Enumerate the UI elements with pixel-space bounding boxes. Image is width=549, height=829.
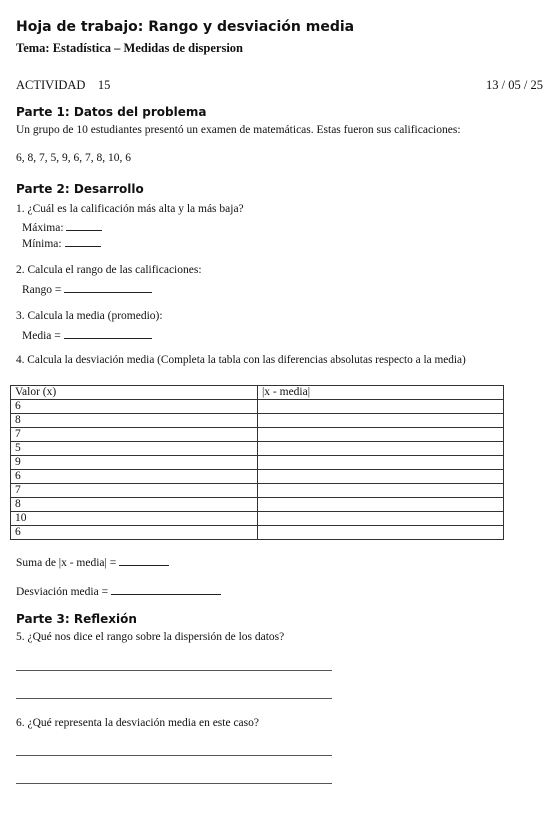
table-row — [11, 428, 504, 442]
value-cell: 6 — [11, 526, 258, 540]
worksheet-date: 13 / 05 / 25 — [486, 78, 543, 92]
abs-diff-cell[interactable] — [258, 470, 504, 484]
range-answer-blank[interactable] — [64, 281, 152, 293]
table-row — [11, 470, 504, 484]
abs-diff-cell[interactable] — [258, 512, 504, 526]
mean-label: Media = — [22, 330, 61, 342]
part1-description: Un grupo de 10 estudiantes presentó un examen de matemáticas. Estas fueron sus calificaciones: — [16, 124, 461, 136]
table-row — [11, 400, 504, 414]
question-5: 5. ¿Qué nos dice el rango sobre la dispersión de los datos? — [16, 631, 285, 643]
table-row — [11, 526, 504, 540]
part2-heading: Parte 2: Desarrollo — [16, 182, 144, 196]
abs-diff-cell[interactable] — [258, 400, 504, 414]
part3-heading: Parte 3: Reflexión — [16, 612, 137, 626]
value-cell: 5 — [11, 442, 258, 456]
grades-data: 6, 8, 7, 5, 9, 6, 7, 8, 10, 6 — [16, 152, 131, 164]
mean-answer-row — [22, 327, 152, 342]
value-cell: 9 — [11, 456, 258, 470]
sum-answer-blank[interactable] — [119, 554, 169, 566]
question-1: 1. ¿Cuál es la calificación más alta y la más baja? — [16, 203, 244, 215]
activity-number: ACTIVIDAD 15 — [16, 78, 111, 92]
table-header-row — [11, 386, 504, 400]
table-row — [11, 484, 504, 498]
max-answer-row — [22, 219, 102, 234]
value-cell: 7 — [11, 428, 258, 442]
deviation-answer-blank[interactable] — [111, 583, 221, 595]
q6-answer-line-1[interactable] — [16, 755, 332, 756]
sum-answer-row — [16, 554, 169, 569]
question-2: 2. Calcula el rango de las calificaciones: — [16, 264, 202, 276]
q6-answer-line-2[interactable] — [16, 783, 332, 784]
deviation-label: Desviación media = — [16, 586, 109, 598]
max-answer-blank[interactable] — [66, 219, 102, 231]
table-row — [11, 512, 504, 526]
abs-diff-cell[interactable] — [258, 498, 504, 512]
abs-diff-cell[interactable] — [258, 484, 504, 498]
table-row — [11, 442, 504, 456]
q5-answer-line-2[interactable] — [16, 698, 332, 699]
min-answer-blank[interactable] — [65, 235, 101, 247]
abs-diff-cell[interactable] — [258, 456, 504, 470]
question-4: 4. Calcula la desviación media (Completa la tabla con las diferencias absolutas respecto a la media) — [16, 354, 466, 366]
part1-heading: Parte 1: Datos del problema — [16, 105, 207, 119]
table-row — [11, 498, 504, 512]
value-cell: 6 — [11, 400, 258, 414]
abs-diff-cell[interactable] — [258, 442, 504, 456]
abs-diff-cell[interactable] — [258, 428, 504, 442]
table-row — [11, 456, 504, 470]
min-answer-row — [22, 235, 101, 250]
deviation-answer-row — [16, 583, 221, 598]
min-label: Mínima: — [22, 238, 62, 250]
worksheet-subtitle: Tema: Estadística – Medidas de dispersion — [16, 41, 243, 55]
table-row — [11, 414, 504, 428]
value-cell: 7 — [11, 484, 258, 498]
q5-answer-line-1[interactable] — [16, 670, 332, 671]
abs-diff-cell[interactable] — [258, 414, 504, 428]
range-answer-row — [22, 281, 152, 296]
value-cell: 6 — [11, 470, 258, 484]
range-label: Rango = — [22, 284, 62, 296]
mean-answer-blank[interactable] — [64, 327, 152, 339]
value-cell: 8 — [11, 498, 258, 512]
abs-diff-cell[interactable] — [258, 526, 504, 540]
worksheet-title: Hoja de trabajo: Rango y desviación media — [16, 19, 355, 35]
value-cell: 8 — [11, 414, 258, 428]
value-cell: 10 — [11, 512, 258, 526]
sum-label: Suma de |x - media| = — [16, 557, 117, 569]
deviation-table — [10, 385, 504, 540]
max-label: Máxima: — [22, 222, 64, 234]
question-3: 3. Calcula la media (promedio): — [16, 310, 163, 322]
question-6: 6. ¿Qué representa la desviación media en este caso? — [16, 717, 259, 729]
column-header-value: Valor (x) — [11, 386, 258, 400]
column-header-abs-diff: |x - media| — [258, 386, 504, 400]
